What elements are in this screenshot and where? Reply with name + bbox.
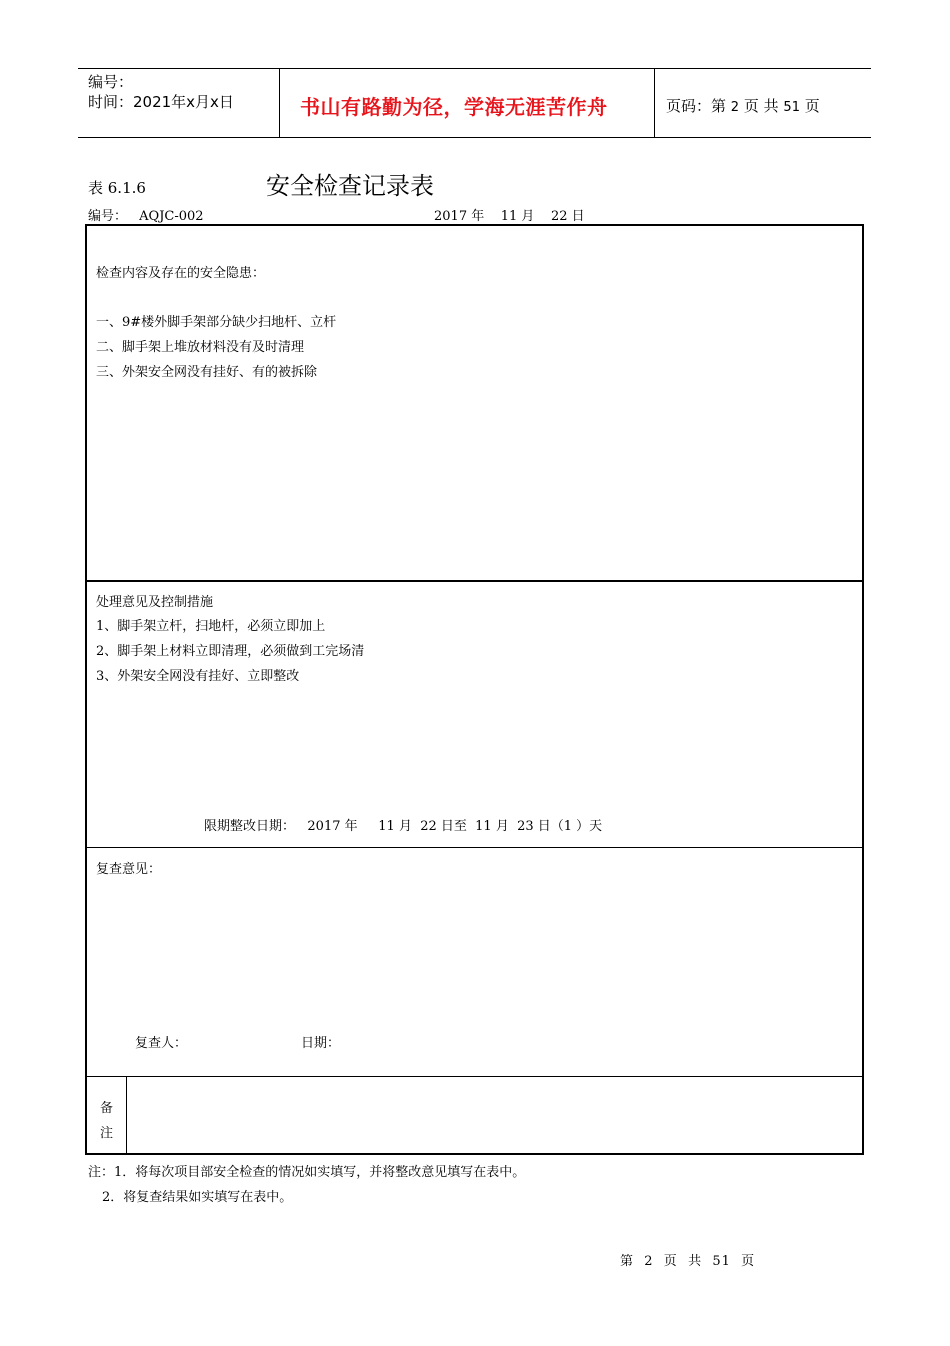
page-prefix: 页码：第 — [666, 97, 727, 115]
reviewer-label: 复查人： — [135, 1036, 188, 1051]
remarks-divider — [126, 1076, 127, 1155]
section-divider — [87, 580, 862, 582]
list-item: 3、外架安全网没有挂好、立即整改 — [96, 669, 300, 684]
remarks-label: 备 — [100, 1101, 114, 1116]
list-item: 1、脚手架立杆，扫地杆，必须立即加上 — [96, 619, 326, 634]
form-code-value: AQJC-002 — [139, 209, 204, 224]
header-divider — [654, 69, 655, 137]
form-date: 2017 年 11 月 22 日 — [434, 209, 585, 224]
note-line: 2．将复查结果如实填写在表中。 — [102, 1190, 293, 1205]
page-mid: 页 共 — [743, 97, 779, 115]
list-item: 2、脚手架上材料立即清理，必须做到工完场清 — [96, 644, 365, 659]
note-line: 注：1．将每次项目部安全检查的情况如实填写，并将整改意见填写在表中。 — [88, 1165, 526, 1180]
header-divider — [279, 69, 280, 137]
remarks-label: 注 — [100, 1126, 114, 1141]
inspection-heading: 检查内容及存在的安全隐患： — [96, 266, 266, 281]
page-total: 51 — [783, 100, 800, 115]
section-divider — [87, 847, 862, 848]
form-code-label: 编号： — [88, 209, 128, 224]
review-date-label: 日期： — [301, 1036, 341, 1051]
page-footer: 第 2 页 共 51 页 — [620, 1254, 756, 1269]
header-number-label: 编号： — [88, 73, 134, 91]
header-meta — [88, 72, 234, 112]
page-title: 安全检查记录表 — [266, 172, 434, 200]
header-page-info — [666, 95, 820, 116]
list-item: 三、外架安全网没有挂好、有的被拆除 — [96, 365, 318, 380]
page-header — [78, 68, 871, 138]
inspection-form — [85, 224, 864, 1155]
header-motto: 书山有路勤为径，学海无涯苦作舟 — [300, 95, 608, 119]
page-suffix: 页 — [804, 97, 820, 115]
deadline-line: 限期整改日期： 2017 年 11 月 22 日至 11 月 23 日（1 ）天 — [204, 819, 603, 834]
review-heading: 复查意见： — [96, 862, 162, 877]
list-item: 一、9#楼外脚手架部分缺少扫地杆、立杆 — [96, 315, 337, 330]
table-number: 表 6.1.6 — [88, 179, 146, 197]
form-code — [88, 205, 204, 224]
list-item: 二、脚手架上堆放材料没有及时清理 — [96, 340, 305, 355]
header-time: 时间：2021年x月x日 — [88, 93, 234, 111]
measures-heading: 处理意见及控制措施 — [96, 595, 214, 610]
section-divider — [87, 1076, 862, 1077]
page-number: 2 — [730, 100, 740, 115]
